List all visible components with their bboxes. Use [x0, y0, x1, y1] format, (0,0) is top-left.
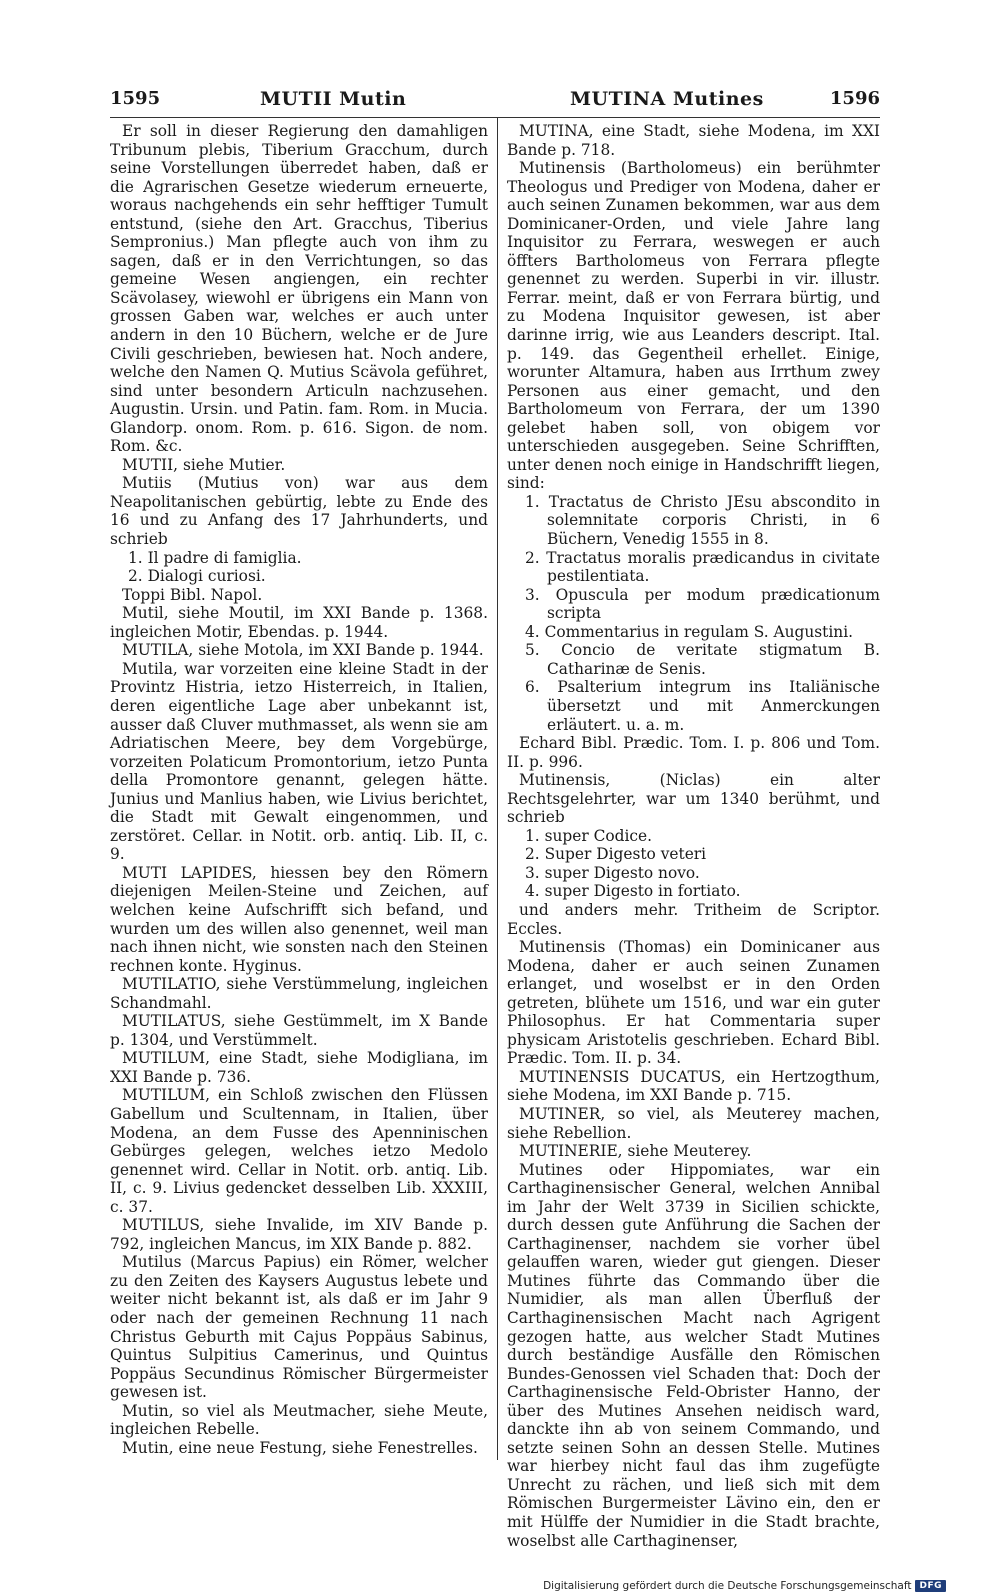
right-entry: und anders mehr. Tritheim de Scriptor. Eccles.: [507, 900, 880, 938]
right-list-item: 5. Concio de veritate stigmatum B. Catharinæ de Senis.: [525, 641, 880, 678]
right-entry: MUTINERIE, siehe Meuterey.: [519, 1142, 752, 1161]
right-entry: Mutines oder Hippomiates, war ein Carthaginensischer General, welchen Annibal im Jahr der Welt 3739 in Sicilien schickte, durch dessen gute Anführung die Sachen der Carthaginenser, nachdem sie vorher übel gelauffen waren, wieder gut giengen. Dieser Mutines führte das Commando über die Numidier, als man allen Überfluß der Carthaginensischen Macht nach Agrigent gezogen hatte, aus welcher Stadt Mutines durch beständige Ausfälle den Römischen Bundes-Genossen viel Schaden that: Doch der Carthaginensische Feld-Obrister Hanno, der über des Mutines Ansehen neidisch ward, danckte ihn ab von seinem Commando, und setzte seinen Sohn an dessen Stelle. Mutines war hierbey nicht faul das ihm zugefügte Unrecht zu rächen, und ließ sich mit dem Römischen Burgermeister Lävino ein, den er mit Hülffe der Numidier in die Stadt brachte, woselbst alle Carthaginenser,: [507, 1160, 880, 1550]
right-list-item: 1. Tractatus de Christo JEsu abscondito in solemnitate corporis Christi, in 6 Büchern, Venedig 1555 in 8.: [525, 492, 880, 549]
right-list-item: 6. Psalterium integrum ins Italiänische übersetzt und mit Anmerckungen erläutert. u. a. m.: [525, 678, 880, 734]
right-entry: Echard Bibl. Prædic. Tom. I. p. 806 und Tom. II. p. 996.: [507, 734, 880, 771]
page-header: [110, 82, 880, 118]
running-head-right: MUTINA Mutines: [570, 88, 764, 110]
right-list-item: 4. super Digesto in fortiato.: [525, 882, 741, 901]
left-entry: Mutin, so viel als Meutmacher, siehe Meute, ingleichen Rebelle.: [110, 1401, 488, 1439]
right-list-item: 3. super Digesto novo.: [525, 863, 700, 882]
right-entry: MUTINA, eine Stadt, siehe Modena, im XXI Bande p. 718.: [507, 122, 880, 159]
left-entry: MUTI LAPIDES, hiessen bey den Römern diejenigen Meilen-Steine und Zeichen, auf welchen keine Aufschrifft sich befand, und wurden um des willen also genennet, weil man nach ihnen nicht, wie sonsten nach den Steinen rechnen konte. Hyginus.: [110, 863, 488, 975]
left-entry: MUTILATUS, siehe Gestümmelt, im X Bande p. 1304, und Verstümmelt.: [110, 1012, 488, 1049]
footer-credit: [543, 1580, 946, 1592]
left-entry: MUTII, siehe Mutier.: [122, 455, 286, 474]
left-entry: MUTILATIO, siehe Verstümmelung, ingleichen Schandmahl.: [110, 975, 488, 1012]
right-list-item: 4. Commentarius in regulam S. Augustini.: [525, 622, 854, 641]
left-entry: Toppi Bibl. Napol.: [122, 585, 263, 604]
left-entry: Mutila, war vorzeiten eine kleine Stadt in der Provintz Histria, ietzo Histerreich, in Italien, deren eigentliche Lage aber unbekannt ist, ausser daß Cluver muthmasset, als wenn sie am Adriatischen Meere, bey dem Vorgebürge, vorzeiten Polaticum Promontorium, ietzo Punta della Promontore genannt, gelegen hätte. Junius und Manlius haben, wie Livius berichtet, die Stadt mit Gewalt eingenommen, und zerstöret. Cellar. in Notit. orb. antiq. Lib. II, c. 9.: [110, 659, 488, 864]
footer-credit-text: Digitalisierung gefördert durch die Deutsche Forschungsgemeinschaft: [543, 1580, 912, 1592]
right-column: [507, 122, 880, 1550]
right-entry: Mutinensis, (Niclas) ein alter Rechtsgelehrter, war um 1340 berühmt, und schrieb: [507, 771, 880, 827]
right-list-item: 2. Super Digesto veteri: [525, 845, 707, 864]
right-entry: Mutinensis (Thomas) ein Dominicaner aus Modena, daher er auch seinen Zunamen erlanget, und woselbst er in den Orden getreten, blühete um 1516, und war ein guter Philosophus. Er hat Commentaria super physicam Aristotelis geschrieben. Echard Bibl. Prædic. Tom. II. p. 34.: [507, 938, 880, 1068]
right-entry: MUTINENSIS DUCATUS, ein Hertzogthum, siehe Modena, im XXI Bande p. 715.: [507, 1067, 880, 1105]
page-number-right: 1596: [829, 88, 880, 109]
header-rule: [110, 117, 880, 118]
page-number-left: 1595: [110, 88, 161, 109]
right-list-item: 2. Tractatus moralis prædicandus in civitate pestilentiata.: [525, 548, 880, 586]
left-list-item: 2. Dialogi curiosi.: [128, 567, 266, 586]
left-entry: MUTILUM, ein Schloß zwischen den Flüssen Gabellum und Scultennam, in Italien, über Modena, an dem Fusse des Apenninischen Gebürges gelegen, welches ietzo Medolo genennet wird. Cellar in Notit. orb. antiq. Lib. II, c. 9. Livius gedencket desselben Lib. XXXIII, c. 37.: [110, 1086, 488, 1216]
left-entry: MUTILUS, siehe Invalide, im XIV Bande p. 792, ingleichen Mancus, im XIX Bande p. 882.: [110, 1216, 488, 1253]
left-entry: MUTILA, siehe Motola, im XXI Bande p. 1944.: [122, 641, 484, 660]
running-head-left: MUTII Mutin: [260, 88, 407, 110]
left-entry: MUTILUM, eine Stadt, siehe Modigliana, im XXI Bande p. 736.: [110, 1049, 488, 1086]
right-entry: Mutinensis (Bartholomeus) ein berühmter Theologus und Prediger von Modena, daher er auch seinen Zunamen bekommen, war aus dem Dominicaner-Orden, und viele Jahre lang Inquisitor zu Ferrara, weswegen er auch öffters Bartholomeus von Ferrara pflegte genennet zu werden. Superbi in vir. illustr. Ferrar. meint, daß er von Ferrara bürtig, und zu Modena Inquisitor gewesen, ist aber darinne irrig, wie aus Leanders descript. Ital. p. 149. das Gegentheil erhellet. Einige, worunter Altamura, haben aus Irrthum zwey Personen aus einer gemacht, und den Bartholomeum von Ferrara, der um 1390 gelebet haben soll, von obigem vor unterschieden ausgegeben. Seine Schrifften, unter denen noch einige in Handschrifft liegen, sind:: [507, 159, 880, 493]
left-entry: Mutil, siehe Moutil, im XXI Bande p. 1368. ingleichen Motir, Ebendas. p. 1944.: [110, 604, 488, 641]
left-entry: Er soll in dieser Regierung den damahligen Tribunum plebis, Tiberium Gracchum, durch seine Vorstellungen überredet haben, daß er die Agrarischen Gesetze wiederum erneuerte, woraus nachgehends ein sehr hefftiger Tumult entstund, (siehe den Art. Gracchus, Tiberius Sempronius.) Man pflegte auch von ihm zu sagen, daß er in den Verrichtungen, so das gemeine Wesen angiengen, ein rechter Scävolasey, wiewohl er übrigens ein Mann von grossen Gaben war, welches er auch unter andern in den 10 Büchern, welche er de Jure Civili geschrieben, bewiesen hat. Noch andere, welche den Namen Q. Mutius Scävola geführet, sind unter besondern Articuln nachzusehen. Augustin. Ursin. und Patin. fam. Rom. in Mucia. Glandorp. onom. Rom. p. 616. Sigon. de nom. Rom. &c.: [110, 122, 488, 456]
right-entry: MUTINER, so viel, als Meuterey machen, siehe Rebellion.: [507, 1104, 880, 1142]
column-divider: [497, 118, 498, 1460]
left-entry: Mutin, eine neue Festung, siehe Fenestrelles.: [122, 1438, 478, 1457]
dfg-logo: DFG: [915, 1580, 946, 1592]
left-entry: Mutiis (Mutius von) war aus dem Neapolitanischen gebürtig, lebte zu Ende des 16 und zu Anfang des 17 Jahrhunderts, und schrieb: [110, 474, 488, 549]
right-list-item: 3. Opuscula per modum prædicationum scripta: [525, 585, 880, 623]
right-list-item: 1. super Codice.: [525, 826, 653, 845]
left-entry: Mutilus (Marcus Papius) ein Römer, welcher zu den Zeiten des Kaysers Augustus lebete und weiter nicht bekannt ist, als daß er im Jahr 9 oder nach der gemeinen Rechnung 11 nach Christus Geburth mit Cajus Poppäus Sabinus, Quintus Sulpitius Camerinus, und Quintus Poppäus Secundinus Römischer Bürgermeister gewesen ist.: [110, 1253, 488, 1402]
left-list-item: 1. Il padre di famiglia.: [128, 548, 302, 567]
left-column: [110, 122, 488, 1462]
